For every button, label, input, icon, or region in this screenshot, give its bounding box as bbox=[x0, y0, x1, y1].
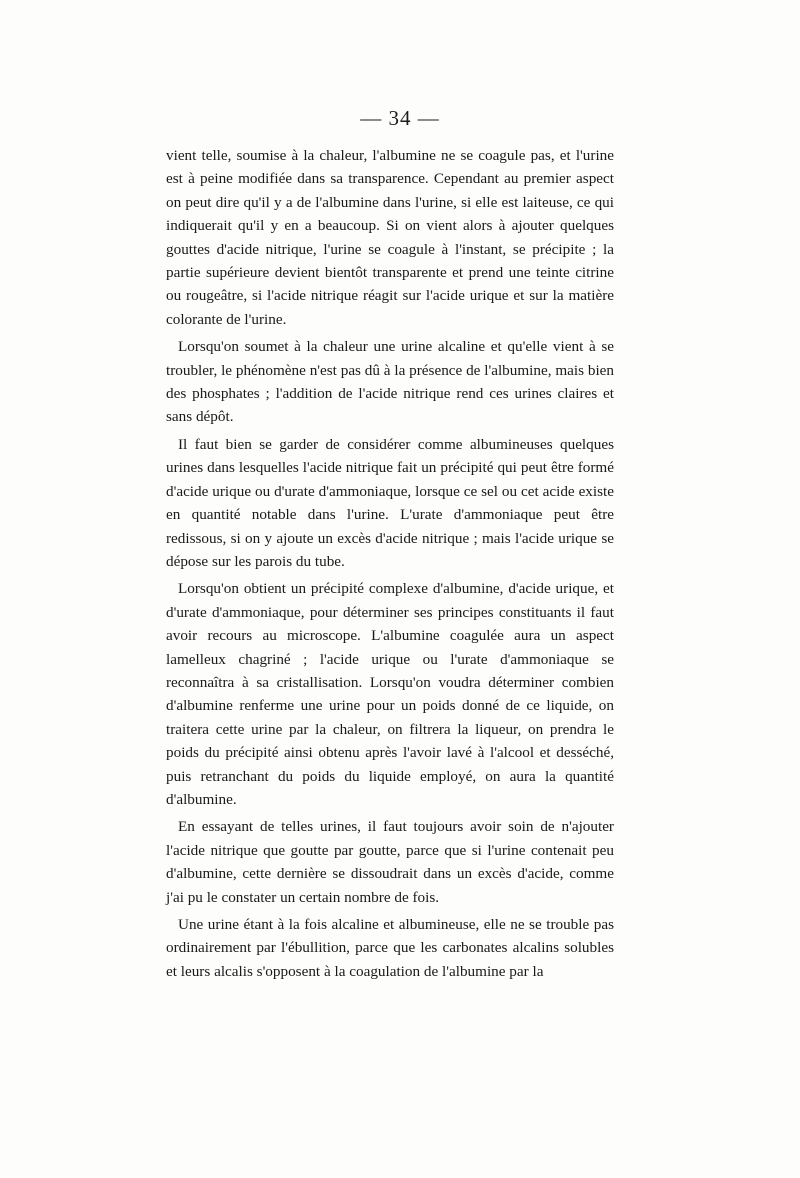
paragraph: Lorsqu'on soumet à la chaleur une urine alcaline et qu'elle vient à se troubler, le phénomène n'est pas dû à la présence de l'albumine, mais bien des phosphates ; l'addition de l'acide nitrique rend ces urines claires et sans dépôt. bbox=[166, 338, 614, 426]
paragraph: Une urine étant à la fois alcaline et albumineuse, elle ne se trouble pas ordinairement par l'ébullition, parce que les carbonates alcalins solubles et leurs alcalis s'opposent à la coagulation de l'albumine par la bbox=[166, 916, 614, 980]
paragraph: Il faut bien se garder de considérer comme albumineuses quelques urines dans lesquelles l'acide nitrique fait un précipité qui peut être formé d'acide urique ou d'urate d'ammoniaque, lorsque ce sel ou cet acide existe en quantité notable dans l'urine. L'urate d'ammoniaque peut être redissous, si on y ajoute un excès d'acide nitrique ; mais l'acide urique se dépose sur les parois du tube. bbox=[166, 435, 614, 570]
paragraph: En essayant de telles urines, il faut toujours avoir soin de n'ajouter l'acide nitrique que goutte par goutte, parce que si l'urine contenait peu d'albumine, cette dernière se dissoudrait dans un excès d'acide, comme j'ai pu le constater un certain nombre de fois. bbox=[166, 818, 614, 906]
page-number: — 34 — bbox=[360, 106, 440, 130]
body-text bbox=[166, 144, 614, 987]
paragraph: vient telle, soumise à la chaleur, l'albumine ne se coagule pas, et l'urine est à peine modifiée dans sa transparence. Cependant au premier aspect on peut dire qu'il y a de l'albumine dans l'urine, si elle est laiteuse, ce qui indiquerait qu'il y en a beaucoup. Si on vient alors à ajouter quelques gouttes d'acide nitrique, l'urine se coagule à l'instant, se précipite ; la partie supérieure devient bientôt transparente et prend une teinte citrine ou rougeâtre, si l'acide nitrique réagit sur l'acide urique et sur la matière colorante de l'urine. bbox=[166, 147, 614, 328]
paragraph: Lorsqu'on obtient un précipité complexe d'albumine, d'acide urique, et d'urate d'ammoniaque, pour déterminer ses principes constituants il faut avoir recours au microscope. L'albumine coagulée aura un aspect lamelleux chagriné ; l'acide urique ou l'urate d'ammoniaque se reconnaîtra à sa cristallisation. Lorsqu'on voudra déterminer combien d'albumine renferme une urine pour un poids donné de ce liquide, on traitera cette urine par la chaleur, on filtrera la liqueur, on prendra le poids du précipité ainsi obtenu après l'avoir lavé à l'alcool et desséché, puis retranchant du poids du liquide employé, on aura la quantité d'albumine. bbox=[166, 580, 614, 808]
